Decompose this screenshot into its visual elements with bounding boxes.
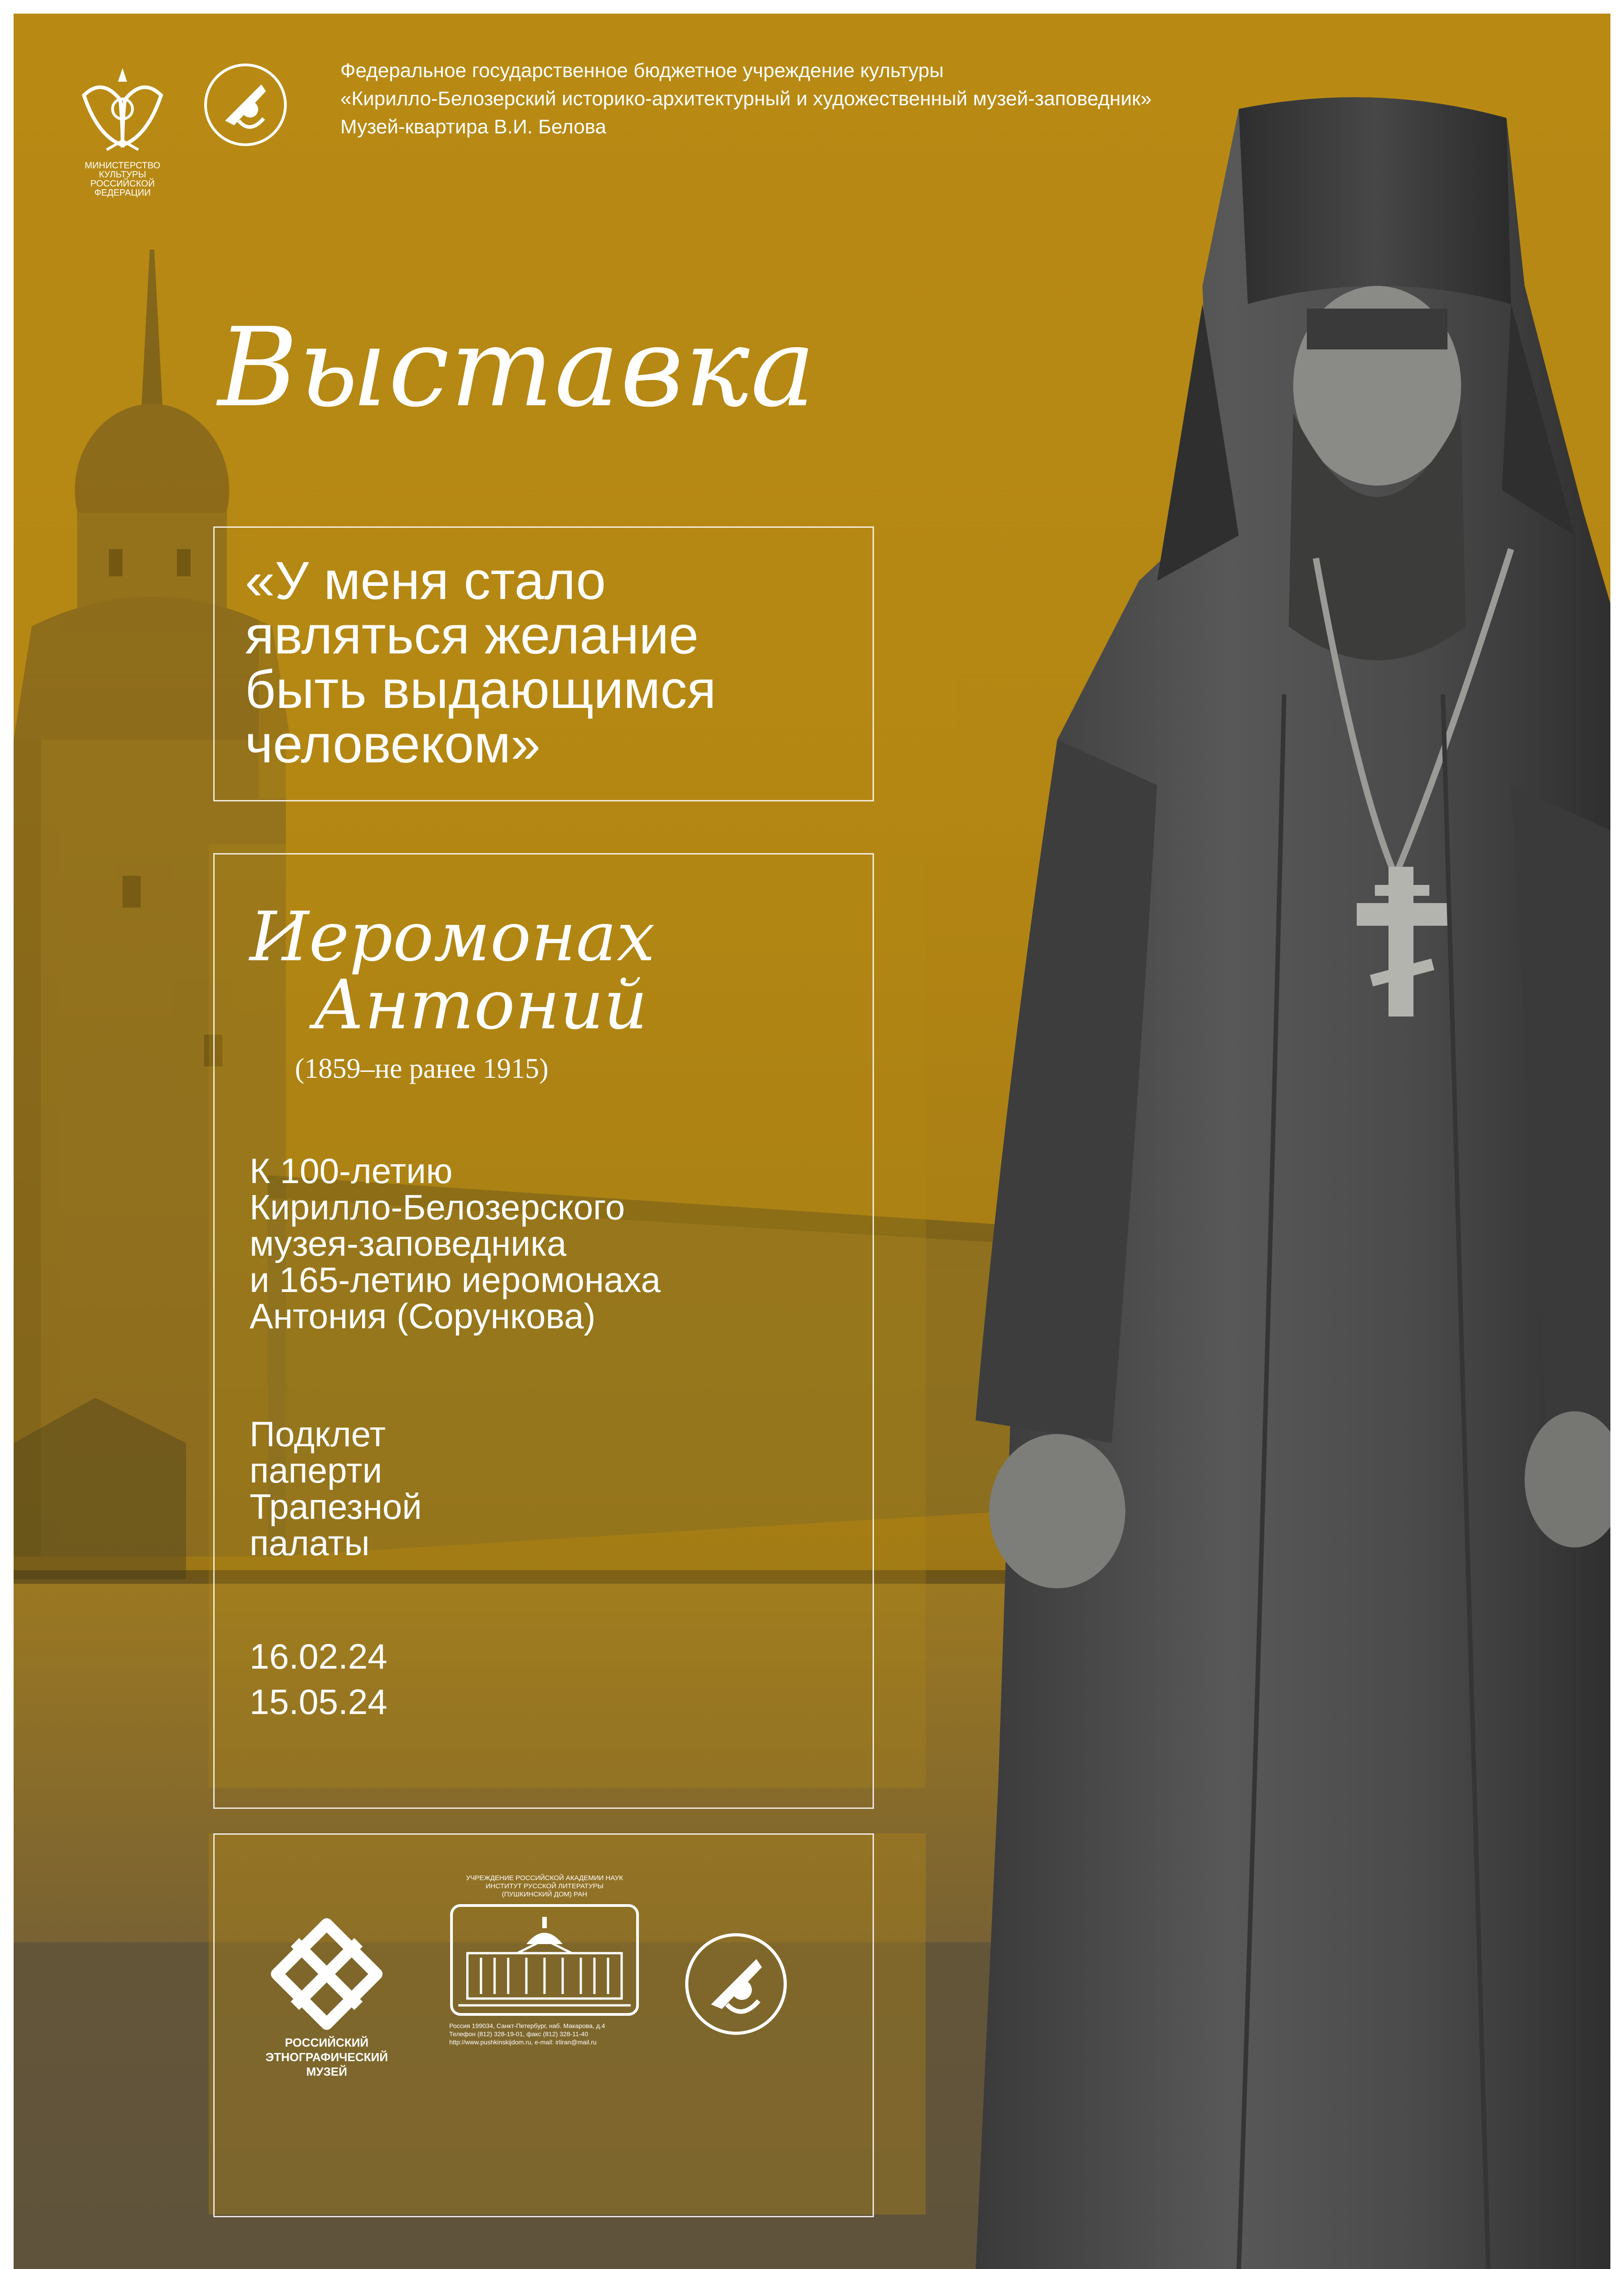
anniversary-line-5: Антония (Сорункова) — [250, 1296, 596, 1336]
double-headed-eagle-icon — [66, 59, 179, 159]
kirillo-belozersky-museum-logo — [204, 64, 287, 146]
ethnographic-museum-logo — [259, 1915, 395, 2079]
kirillo-belozersky-museum-logo-bottom — [685, 1933, 787, 2035]
exhibition-dates — [250, 1634, 388, 1724]
person-name-line-2: Антоний — [313, 966, 648, 1045]
venue-text — [250, 1416, 658, 1561]
angel-trumpet-icon — [207, 66, 284, 143]
date-start: 16.02.24 — [250, 1636, 388, 1676]
pushkin-caption-1: УЧРЕЖДЕНИЕ РОССИЙСКОЙ АКАДЕМИИ НАУК — [466, 1874, 623, 1882]
ethnographic-line-3: МУЗЕЙ — [306, 2065, 348, 2078]
anniversary-line-3: музея-заповедника — [250, 1223, 567, 1263]
ministry-logo — [66, 59, 179, 198]
anniversary-line-4: и 165-летию иеромонаха — [250, 1260, 661, 1300]
pushkin-caption-2: ИНСТИТУТ РУССКОЙ ЛИТЕРАТУРЫ — [486, 1882, 603, 1890]
pushkin-house-logo — [449, 1874, 640, 2046]
ethnographic-line-2: ЭТНОГРАФИЧЕСКИЙ — [265, 2050, 388, 2064]
date-end: 15.05.24 — [250, 1682, 388, 1722]
quote-line-3: быть выдающимся — [245, 660, 716, 720]
angel-trumpet-icon-bottom — [688, 1936, 784, 2032]
anniversary-line-1: К 100-летию — [250, 1151, 453, 1191]
ministry-caption: МИНИСТЕРСТВО КУЛЬТУРЫ РОССИЙСКОЙ ФЕДЕРАЦИИ — [84, 161, 161, 198]
venue-line-3: Трапезной — [250, 1487, 422, 1527]
venue-line-2: паперти — [250, 1450, 383, 1490]
quote-line-1: «У меня стало — [245, 551, 606, 611]
anniversary-line-2: Кирилло-Белозерского — [250, 1187, 625, 1227]
header-line-3: Музей-квартира В.И. Белова — [340, 116, 607, 138]
venue-line-4: палаты — [250, 1523, 370, 1563]
pushkin-caption-3: (ПУШКИНСКИЙ ДОМ) РАН — [501, 1891, 588, 1898]
pushkin-address-2: Телефон (812) 328-19-01, факс (812) 328-11-40 — [449, 2030, 588, 2038]
quote-line-2: являться желание — [245, 605, 699, 665]
page-title: Выставка — [218, 304, 817, 431]
header-line-2: «Кирилло-Белозерский историко-архитектурный и художественный музей-заповедник» — [340, 88, 1152, 110]
pushkin-address-1: Россия 199034, Санкт-Петербург, наб. Макарова, д.4 — [449, 2022, 605, 2029]
ethnographic-ornament-icon — [259, 1915, 395, 2033]
quote-line-4: человеком» — [245, 714, 541, 774]
pushkin-house-building-icon — [449, 1903, 640, 2017]
venue-line-1: Подклет — [250, 1414, 386, 1454]
pushkin-address-3: http://www.pushkinskijdom.ru, e-mail: irliran@mail.ru — [449, 2038, 597, 2046]
header-line-1: Федеральное государственное бюджетное учреждение культуры — [340, 59, 944, 82]
monk-photograph — [976, 97, 1610, 2269]
person-years: (1859–не ранее 1915) — [295, 1053, 549, 1084]
anniversary-text — [250, 1153, 885, 1334]
poster-artwork — [14, 14, 1610, 2269]
person-name-line-1: Иеромонах — [250, 898, 655, 977]
quote-text — [245, 551, 926, 774]
ethnographic-line-1: РОССИЙСКИЙ — [285, 2036, 369, 2049]
institution-header — [340, 57, 1248, 141]
